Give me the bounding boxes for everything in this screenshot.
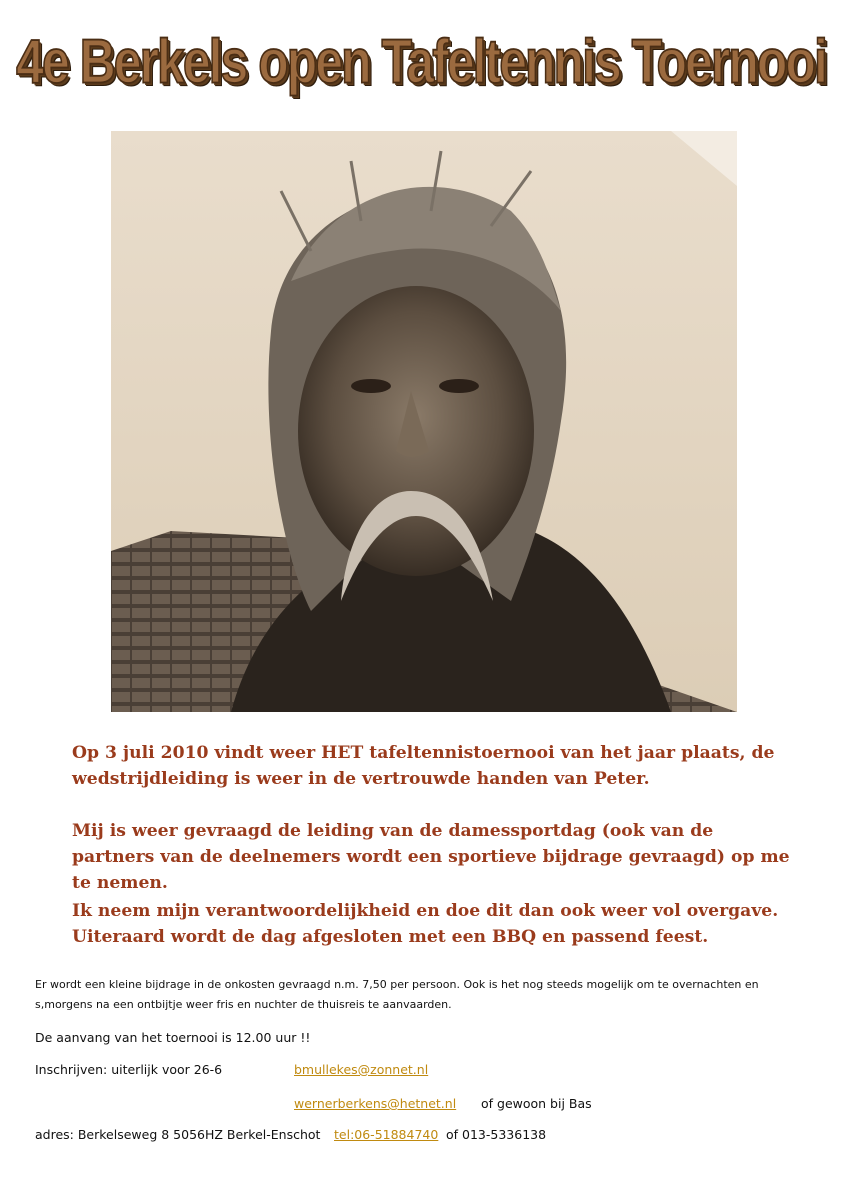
contribution-text: Er wordt een kleine bijdrage in de onkosten gevraagd n.m. 7,50 per persoon. Ook is het nog steeds mogelijk om te overnachten en s,morgens na een ontbijtje weer fris en nuchter de thuisreis te aanvaarden. <box>35 978 759 1011</box>
intro-paragraph: Op 3 juli 2010 vindt weer HET tafeltennistoernooi van het jaar plaats, de wedstrijdleiding is weer in de vertrouwde handen van Peter. <box>72 743 775 789</box>
page-title: 4e Berkels open Tafeltennis Toernooi <box>16 26 826 96</box>
start-time-text: De aanvang van het toernooi is 12.00 uur !! <box>35 1030 311 1045</box>
phone-alternative-text: of 013-5336138 <box>446 1127 547 1142</box>
register-label: Inschrijven: uiterlijk voor 26-6 <box>35 1062 223 1077</box>
email-link-bmullekes[interactable]: bmullekes@zonnet.nl <box>294 1062 429 1077</box>
ladies-day-paragraph: Mij is weer gevraagd de leiding van de damessportdag (ook van de partners van de deelnemers wordt een sportieve bijdrage gevraagd) op me te nemen. <box>72 821 790 893</box>
or-with-bas-text: of gewoon bij Bas <box>481 1096 592 1111</box>
portrait-photo <box>111 131 737 712</box>
address-label: adres: Berkelseweg 8 5056HZ Berkel-Enschot <box>35 1127 321 1142</box>
email-link-wernerberkens[interactable]: wernerberkens@hetnet.nl <box>294 1096 457 1111</box>
portrait-image <box>111 131 737 712</box>
phone-link[interactable]: tel:06-51884740 <box>334 1127 439 1142</box>
bbq-paragraph: Ik neem mijn verantwoordelijkheid en doe dit dan ook weer vol overgave. Uiteraard wordt de dag afgesloten met een BBQ en passend feest. <box>72 901 779 947</box>
